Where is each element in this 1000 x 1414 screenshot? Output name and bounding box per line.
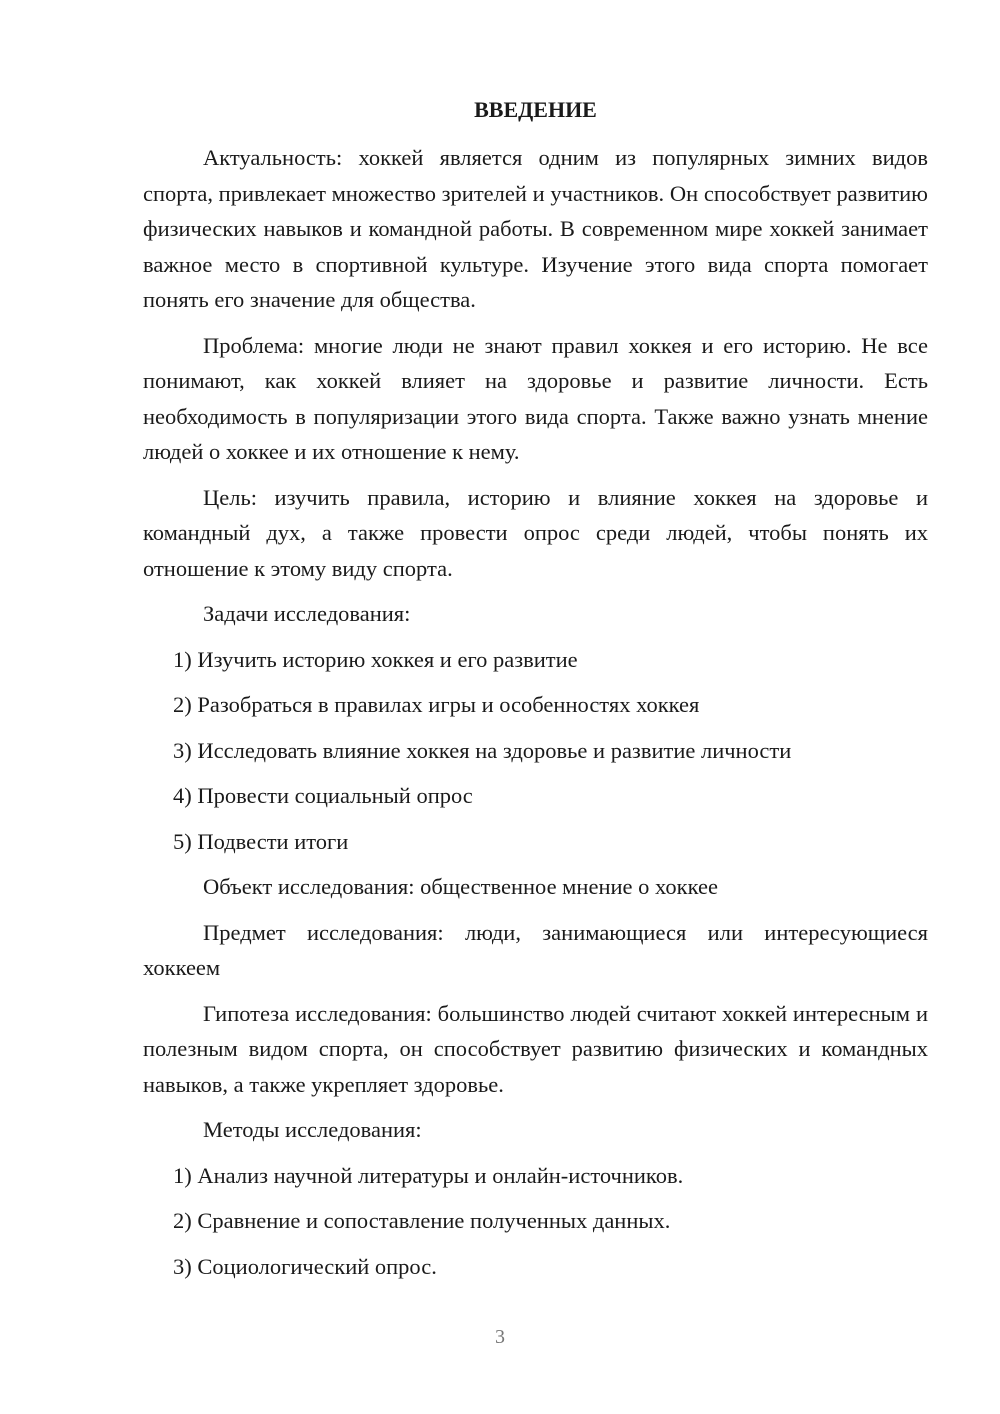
task-item-5: 5) Подвести итоги (173, 828, 349, 854)
page-title: ВВЕДЕНИЕ (474, 97, 597, 122)
method-item-1: 1) Анализ научной литературы и онлайн-источников. (173, 1162, 684, 1188)
task-item-3: 3) Исследовать влияние хоккея на здоровье и развитие личности (173, 737, 792, 763)
methods-heading: Методы исследования: (203, 1117, 422, 1142)
research-subject: Предмет исследования: люди, занимающиеся или интересующиеся хоккеем (143, 919, 928, 980)
paragraph-actuality: Актуальность: хоккей является одним из популярных зимних видов спорта, привлекает множество зрителей и участников. Он способствует развитию физических навыков и командной работы. В современном мире хоккей занимает важное место в спортивной культуре. Изучение этого вида спорта помогает понять его значение для общества. (143, 145, 928, 312)
tasks-heading: Задачи исследования: (203, 601, 411, 626)
paragraph-goal: Цель: изучить правила, историю и влияние хоккея на здоровье и командный дух, а также провести опрос среди людей, чтобы понять их отношение к этому виду спорта. (143, 484, 928, 581)
task-item-1: 1) Изучить историю хоккея и его развитие (173, 646, 578, 672)
method-item-3: 3) Социологический опрос. (173, 1253, 437, 1279)
method-item-2: 2) Сравнение и сопоставление полученных данных. (173, 1208, 671, 1233)
research-hypothesis: Гипотеза исследования: большинство людей считают хоккей интересным и полезным видом спорта, он способствует развитию физических и командных навыков, а также укрепляет здоровье. (143, 1000, 928, 1097)
document-page (143, 92, 928, 1294)
page-number: 3 (495, 1326, 505, 1348)
task-item-2: 2) Разобраться в правилах игры и особенностях хоккея (173, 692, 700, 717)
research-object: Объект исследования: общественное мнение о хоккее (203, 874, 718, 899)
task-item-4: 4) Провести социальный опрос (173, 783, 473, 808)
paragraph-problem: Проблема: многие люди не знают правил хоккея и его историю. Не все понимают, как хоккей влияет на здоровье и развитие личности. Есть необходимость в популяризации этого вида спорта. Также важно узнать мнение людей о хоккее и их отношение к нему. (143, 332, 928, 464)
